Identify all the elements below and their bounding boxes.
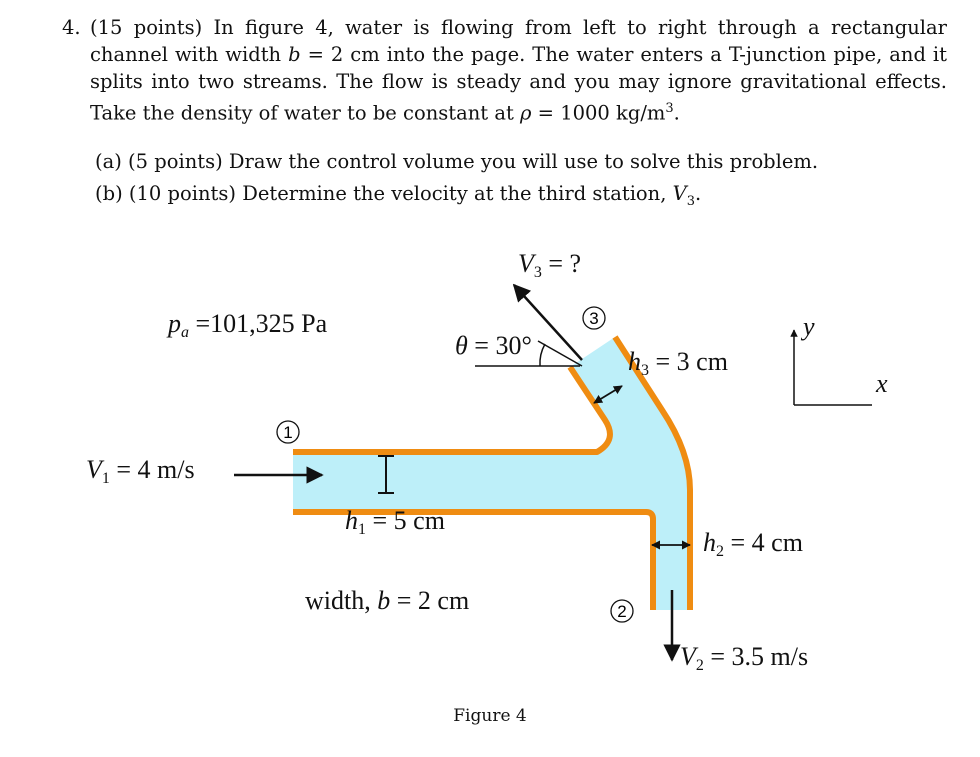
- x-axis-label: x: [876, 369, 888, 398]
- problem-number: 4.: [62, 16, 81, 39]
- v3-label: V3 = ?: [518, 249, 582, 281]
- part-b: (b) (10 points) Determine the velocity at the third station, $V_3$.: [95, 182, 702, 209]
- v1-label: V1 = 4 m/s: [86, 455, 195, 487]
- theta-label: θ = 30°: [455, 331, 532, 360]
- y-axis-label: y: [803, 312, 815, 341]
- h2-label: h2 = 4 cm: [703, 528, 803, 560]
- pipe-upper-wall: [293, 367, 610, 452]
- angle-arc: [540, 344, 545, 366]
- h1-label: h1 = 5 cm: [345, 506, 445, 538]
- h3-label: h3 = 3 cm: [628, 347, 728, 379]
- problem-text: (15 points) In figure 4, water is flowing from left to right through a rectangular channel with width b = 2 cm into the page. The water enters a T-junction pipe, and it splits into two streams. The flow is steady and you may ignore gravitational effects. Take the density of water to be constant at ρ = 1000 $kg/m^3$.: [90, 16, 947, 125]
- station-1-label: 1: [283, 423, 293, 442]
- station-3-label: 3: [589, 309, 599, 328]
- v2-label: V2 = 3.5 m/s: [680, 642, 809, 674]
- width-label: width, b = 2 cm: [305, 586, 470, 615]
- part-a: (a) (5 points) Draw the control volume you will use to solve this problem.: [95, 150, 819, 173]
- figure-caption: Figure 4: [453, 706, 527, 726]
- station-2-label: 2: [617, 602, 627, 621]
- water-region: [293, 337, 690, 610]
- ambient-pressure-label: pa =101,325 Pa: [168, 309, 328, 341]
